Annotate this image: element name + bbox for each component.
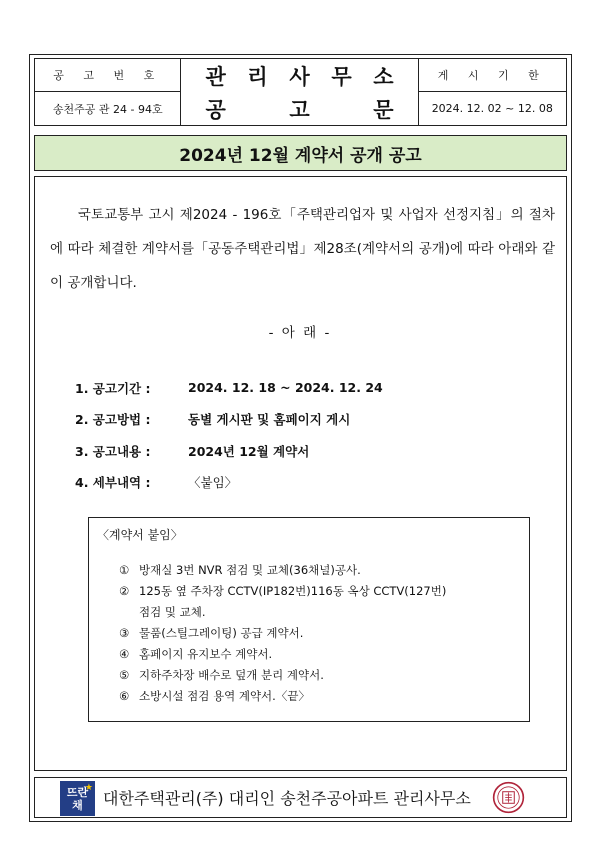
star-icon: ★ <box>84 783 93 793</box>
annex-row-text: 지하주차장 배수로 덮개 분리 계약서. <box>139 668 324 682</box>
annex-row <box>119 560 446 581</box>
annex-row-text: 물품(스틸그레이팅) 공급 계약서. <box>139 626 304 640</box>
logo-text-bottom: 채 <box>72 798 83 812</box>
annex-row <box>119 686 446 707</box>
item-label: 1. 공고기간 : <box>75 380 151 396</box>
notice-char: 공 <box>205 97 226 122</box>
notice-char: 고 <box>289 97 310 122</box>
issuer-name: 대한주택관리(주) 대리인 송천주공아파트 관리사무소 <box>103 789 471 808</box>
footer <box>34 777 567 818</box>
notice-items <box>75 372 383 498</box>
notice-number-cell <box>35 59 181 125</box>
item-label: 2. 공고방법 : <box>75 412 151 428</box>
header-table <box>34 58 567 126</box>
posting-period-value: 2024. 12. 02 ~ 12. 08 <box>431 102 553 115</box>
annex-row <box>119 581 446 602</box>
below-marker: - 아 래 - <box>268 325 332 341</box>
item-content <box>75 435 383 467</box>
office-char: 무 <box>331 64 352 89</box>
office-char: 리 <box>247 64 268 89</box>
annex-row-number: ③ <box>119 626 130 640</box>
item-period <box>75 372 383 404</box>
annex-row-number: ① <box>119 563 130 577</box>
office-char: 소 <box>373 64 394 89</box>
item-value: 동별 게시판 및 홈페이지 게시 <box>188 412 351 428</box>
item-value: 〈붙임〉 <box>188 475 238 491</box>
item-label: 3. 공고내용 : <box>75 443 151 459</box>
company-logo <box>60 781 95 816</box>
item-label: 4. 세부내역 : <box>75 475 151 491</box>
annex-row-number: ⑤ <box>119 668 130 682</box>
intro-text: 국토교통부 고시 제2024 - 196호「주택관리업자 및 사업자 선정지침」의 절차에 따라 체결한 계약서를「공동주택관리법」제28조(계약서의 공개)에 따라 아래와 같이 공개합니다. <box>50 207 555 291</box>
annex-row-text: 홈페이지 유지보수 계약서. <box>139 647 273 661</box>
annex-list <box>119 560 446 707</box>
office-char: 관 <box>205 64 226 89</box>
notice-number-label: 공 고 번 호 <box>35 59 180 92</box>
intro-paragraph <box>50 198 555 300</box>
notice-heading <box>181 92 417 125</box>
item-details <box>75 467 383 499</box>
annex-row-continuation <box>119 602 446 623</box>
logo-text-top: 뜨란 <box>66 785 89 799</box>
posting-period-label: 게 시 기 한 <box>419 59 566 92</box>
annex-box <box>88 517 530 722</box>
annex-row-number: ④ <box>119 647 130 661</box>
document-title: 2024년 12월 계약서 공개 공고 <box>34 135 567 171</box>
item-value: 2024년 12월 계약서 <box>188 443 310 459</box>
annex-row-text: 점검 및 교체. <box>139 605 206 619</box>
item-method <box>75 404 383 436</box>
office-char: 사 <box>289 64 310 89</box>
item-value: 2024. 12. 18 ~ 2024. 12. 24 <box>188 380 383 396</box>
annex-row-number: ② <box>119 584 130 598</box>
annex-row-text: 소방시설 점검 용역 계약서.〈끝〉 <box>139 689 310 703</box>
annex-row-text: 125동 옆 주차장 CCTV(IP182번)116동 옥상 CCTV(127번) <box>139 584 447 598</box>
office-notice-cell <box>181 59 418 125</box>
annex-row <box>119 665 446 686</box>
annex-row <box>119 644 446 665</box>
annex-title: 〈계약서 붙임〉 <box>97 528 183 542</box>
annex-row-number: ⑥ <box>119 689 130 703</box>
notice-number-value: 송천주공 관 24 - 94호 <box>52 102 163 116</box>
posting-period-cell <box>419 59 566 125</box>
official-seal-icon <box>492 781 525 814</box>
office-heading <box>181 59 417 92</box>
annex-row-text: 방재실 3번 NVR 점검 및 교체(36채널)공사. <box>139 563 361 577</box>
annex-row <box>119 623 446 644</box>
notice-char: 문 <box>373 97 394 122</box>
